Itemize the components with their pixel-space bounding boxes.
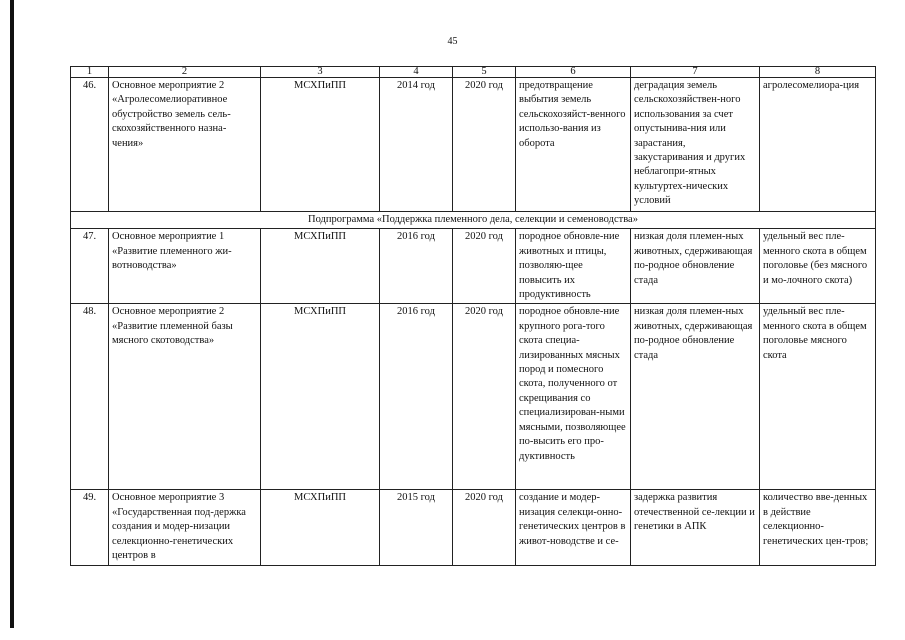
measure-name: Основное мероприятие 2 «Агролесомелиоративное обустройство земель сель-скохозяйственного назна-чения» (109, 78, 261, 212)
start-year: 2016 год (380, 304, 453, 490)
expected-result: породное обновле-ние крупного рога-того скота специа-лизированных мясных пород и помесного скота, полученного от скрещивания со специализирован-ными мясными, позволяющее по-высить его про-дуктивность (516, 304, 631, 490)
row-number: 46. (71, 78, 109, 212)
row-number: 49. (71, 490, 109, 566)
end-year: 2020 год (453, 78, 516, 212)
subprogram-title: Подпрограмма «Поддержка племенного дела, селекции и семеноводства» (71, 212, 876, 229)
header-cell: 6 (516, 67, 631, 78)
page-number: 45 (447, 36, 458, 47)
non-implementation-consequences: низкая доля племен-ных животных, сдерживающая по-родное обновление стада (631, 229, 760, 304)
non-implementation-consequences: деградация земель сельскохозяйствен-ного использования за счет опустынива-ния или зарастания, закустаривания и других неблагопри-ятных культуртех-нических условий (631, 78, 760, 212)
measure-name: Основное мероприятие 1 «Развитие племенного жи-вотноводства» (109, 229, 261, 304)
table-row (71, 304, 876, 490)
indicator-link: удельный вес пле-менного скота в общем поголовье мясного скота (760, 304, 876, 490)
measure-name: Основное мероприятие 2 «Развитие племенной базы мясного скотоводства» (109, 304, 261, 490)
executor: МСХПиПП (261, 78, 380, 212)
end-year: 2020 год (453, 490, 516, 566)
left-margin-bar (10, 0, 14, 628)
header-cell: 4 (380, 67, 453, 78)
header-cell: 7 (631, 67, 760, 78)
header-cell: 1 (71, 67, 109, 78)
indicator-link: количество вве-денных в действие селекционно-генетических цен-тров; (760, 490, 876, 566)
row-number: 48. (71, 304, 109, 490)
subprogram-row (71, 212, 876, 229)
executor: МСХПиПП (261, 304, 380, 490)
expected-result: породное обновле-ние животных и птицы, позволяю-щее повысить их продуктивность (516, 229, 631, 304)
header-cell: 5 (453, 67, 516, 78)
non-implementation-consequences: низкая доля племен-ных животных, сдерживающая по-родное обновление стада (631, 304, 760, 490)
start-year: 2016 год (380, 229, 453, 304)
expected-result: предотвращение выбытия земель сельскохозяйст-венного использо-вания из оборота (516, 78, 631, 212)
measures-table (70, 66, 876, 566)
header-cell: 8 (760, 67, 876, 78)
table-row (71, 229, 876, 304)
table-row (71, 78, 876, 212)
start-year: 2014 год (380, 78, 453, 212)
table-row (71, 490, 876, 566)
header-cell: 2 (109, 67, 261, 78)
indicator-link: удельный вес пле-менного скота в общем поголовье (без мясного и мо-лочного скота) (760, 229, 876, 304)
expected-result: создание и модер-низация селекци-онно-генетических центров в живот-новодстве и се- (516, 490, 631, 566)
start-year: 2015 год (380, 490, 453, 566)
executor: МСХПиПП (261, 229, 380, 304)
end-year: 2020 год (453, 304, 516, 490)
measure-name: Основное мероприятие 3 «Государственная под-держка создания и модер-низации селекционно-генетических центров в (109, 490, 261, 566)
table-header-row (71, 67, 876, 78)
end-year: 2020 год (453, 229, 516, 304)
executor: МСХПиПП (261, 490, 380, 566)
row-number: 47. (71, 229, 109, 304)
indicator-link: агролесомелиора-ция (760, 78, 876, 212)
non-implementation-consequences: задержка развития отечественной се-лекции и генетики в АПК (631, 490, 760, 566)
header-cell: 3 (261, 67, 380, 78)
